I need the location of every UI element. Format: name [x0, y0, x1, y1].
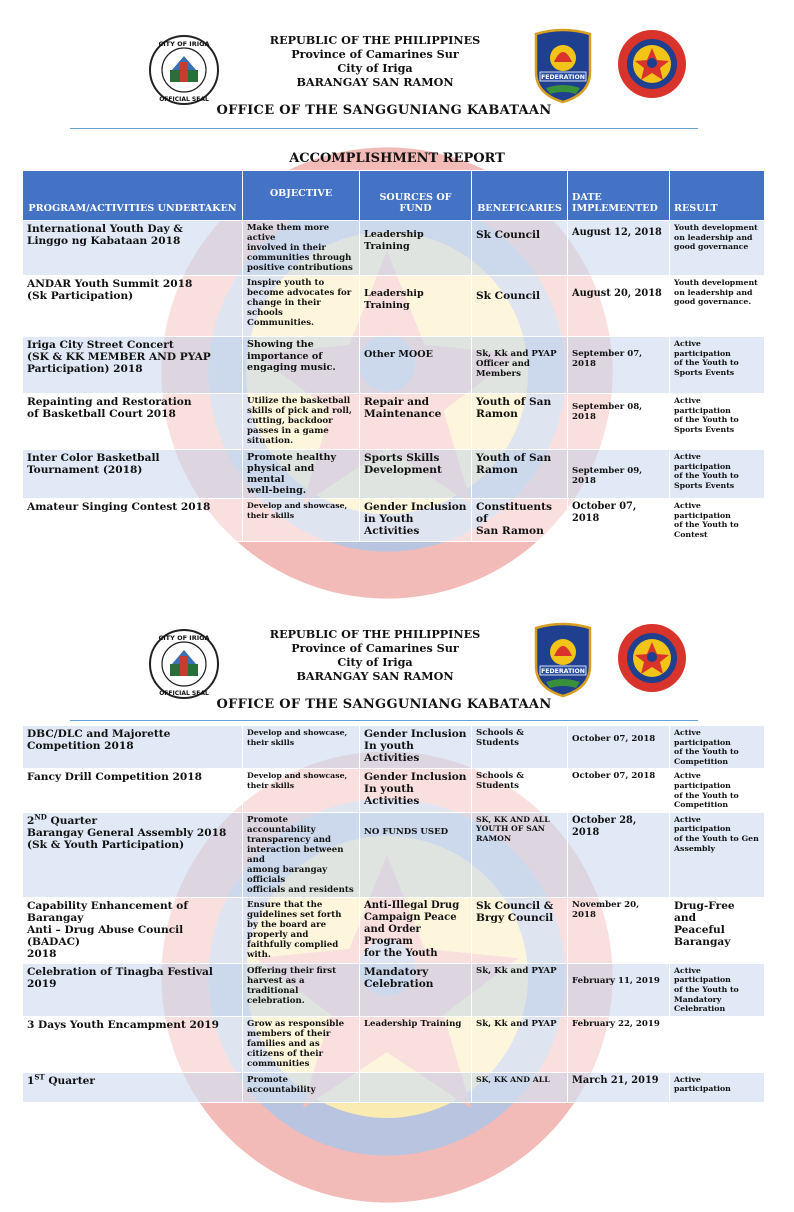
- accomplishment-table-2: [22, 725, 765, 1103]
- result-cell: Youth development on leadership and good governance.: [670, 276, 765, 337]
- objective-cell: Promote accountability: [243, 1072, 360, 1102]
- city-of-iriga-seal-icon: [148, 628, 220, 700]
- fund-cell: Leadership Training: [360, 221, 472, 276]
- objective-cell: Inspire youth to become advocates for change in their schools Communities.: [243, 276, 360, 337]
- seal-text-top: CITY OF IRIGA: [158, 634, 210, 642]
- program-cell: Iriga City Street Concert (SK & KK MEMBER AND PYAP Participation) 2018: [23, 337, 243, 394]
- quarter-superscript: ND: [34, 812, 47, 822]
- header-divider: [70, 128, 698, 129]
- result-cell: Active participation of the Youth to Sports Events: [670, 450, 765, 499]
- sk-federation-logo-icon: [616, 622, 688, 694]
- date-cell: October 28, 2018: [568, 812, 670, 897]
- program-cell: Fancy Drill Competition 2018: [23, 769, 243, 812]
- table-row: [23, 812, 765, 897]
- objective-cell: Develop and showcase, their skills: [243, 499, 360, 542]
- fund-cell: Mandatory Celebration: [360, 963, 472, 1016]
- program-cell: Repainting and Restoration of Basketball Court 2018: [23, 394, 243, 450]
- date-cell: August 20, 2018: [568, 276, 670, 337]
- office-title: OFFICE OF THE SANGGUNIANG KABATAAN: [216, 103, 552, 118]
- program-cell: 2ND Quarter Barangay General Assembly 2018 (Sk & Youth Participation): [23, 812, 243, 897]
- republic-line: REPUBLIC OF THE PHILIPPINES: [269, 627, 481, 641]
- beneficiary-cell: SK, KK AND ALL: [472, 1072, 568, 1102]
- result-cell: Drug-Free and Peaceful Barangay: [670, 897, 765, 963]
- fund-cell: [360, 1072, 472, 1102]
- accomplishment-table-1: [22, 170, 765, 542]
- result-cell: Active participation of the Youth to Sports Events: [670, 394, 765, 450]
- program-cell: Capability Enhancement of Barangay Anti – Drug Abuse Council (BADAC) 2018: [23, 897, 243, 963]
- date-cell: September 08, 2018: [568, 394, 670, 450]
- date-cell: August 12, 2018: [568, 221, 670, 276]
- objective-cell: Offering their first harvest as a traditional celebration.: [243, 963, 360, 1016]
- result-cell: [670, 1016, 765, 1072]
- fund-cell: Anti-Illegal Drug Campaign Peace and Order Program for the Youth: [360, 897, 472, 963]
- result-cell: Active participation of the Youth to Competition: [670, 726, 765, 769]
- city-of-iriga-seal-icon: [148, 34, 220, 106]
- fund-cell: Leadership Training: [360, 276, 472, 337]
- letterhead-text: [230, 627, 520, 683]
- beneficiary-cell: Sk Council: [472, 276, 568, 337]
- result-cell: Active participation of the Youth to Mandatory Celebration: [670, 963, 765, 1016]
- province-line: Province of Camarines Sur: [291, 47, 459, 61]
- seal-text-bottom: OFFICIAL SEAL: [159, 96, 209, 103]
- col-header-objective: OBJECTIVE: [243, 171, 360, 221]
- table-row: [23, 769, 765, 812]
- republic-line: REPUBLIC OF THE PHILIPPINES: [269, 33, 481, 47]
- objective-cell: Develop and showcase, their skills: [243, 726, 360, 769]
- col-header-program: PROGRAM/ACTIVITIES UNDERTAKEN: [23, 171, 243, 221]
- table-row: [23, 450, 765, 499]
- program-cell: Celebration of Tinagba Festival 2019: [23, 963, 243, 1016]
- table-row: [23, 499, 765, 542]
- fund-cell: Sports Skills Development: [360, 450, 472, 499]
- report-title: ACCOMPLISHMENT REPORT: [289, 151, 505, 166]
- result-cell: Active participation: [670, 1072, 765, 1102]
- program-cell: International Youth Day & Linggo ng Kabataan 2018: [23, 221, 243, 276]
- date-cell: February 11, 2019: [568, 963, 670, 1016]
- date-cell: October 07, 2018: [568, 726, 670, 769]
- beneficiary-cell: Schools & Students: [472, 769, 568, 812]
- col-header-sources: SOURCES OF FUND: [360, 171, 472, 221]
- beneficiary-cell: Schools & Students: [472, 726, 568, 769]
- table-row: [23, 1072, 765, 1102]
- table-header-row: [23, 171, 765, 221]
- program-cell: Inter Color Basketball Tournament (2018): [23, 450, 243, 499]
- result-cell: Active participation of the Youth to Gen Assembly: [670, 812, 765, 897]
- fund-cell: Repair and Maintenance: [360, 394, 472, 450]
- office-title: OFFICE OF THE SANGGUNIANG KABATAAN: [216, 697, 552, 712]
- beneficiary-cell: Sk Council: [472, 221, 568, 276]
- result-cell: Youth development on leadership and good governance: [670, 221, 765, 276]
- city-line: City of Iriga: [337, 61, 413, 75]
- table-row: [23, 394, 765, 450]
- date-cell: October 07, 2018: [568, 499, 670, 542]
- date-cell: February 22, 2019: [568, 1016, 670, 1072]
- header-divider: [70, 720, 698, 721]
- beneficiary-cell: Constituents of San Ramon: [472, 499, 568, 542]
- date-cell: March 21, 2019: [568, 1072, 670, 1102]
- province-line: Province of Camarines Sur: [291, 641, 459, 655]
- letterhead: [0, 594, 768, 724]
- objective-cell: Promote healthy physical and mental well-being.: [243, 450, 360, 499]
- date-cell: September 07, 2018: [568, 337, 670, 394]
- table-row: [23, 726, 765, 769]
- table-row: [23, 221, 765, 276]
- federation-label: FEDERATION: [541, 668, 585, 675]
- fund-cell: Gender Inclusion in Youth Activities: [360, 499, 472, 542]
- seal-text-bottom: OFFICIAL SEAL: [159, 690, 209, 697]
- table-row: [23, 897, 765, 963]
- date-cell: October 07, 2018: [568, 769, 670, 812]
- table-row: [23, 276, 765, 337]
- program-cell: 3 Days Youth Encampment 2019: [23, 1016, 243, 1072]
- table-row: [23, 337, 765, 394]
- program-cell: 1ST Quarter: [23, 1072, 243, 1102]
- table-row: [23, 1016, 765, 1072]
- result-cell: Active participation of the Youth to Contest: [670, 499, 765, 542]
- program-cell: ANDAR Youth Summit 2018 (Sk Participation): [23, 276, 243, 337]
- program-cell: DBC/DLC and Majorette Competition 2018: [23, 726, 243, 769]
- quarter-superscript: ST: [34, 1072, 45, 1082]
- objective-cell: Develop and showcase, their skills: [243, 769, 360, 812]
- barangay-line: BARANGAY SAN RAMON: [296, 669, 454, 683]
- fund-cell: Other MOOE: [360, 337, 472, 394]
- beneficiary-cell: SK, KK AND ALL YOUTH OF SAN RAMON: [472, 812, 568, 897]
- result-cell: Active participation of the Youth to Sports Events: [670, 337, 765, 394]
- beneficiary-cell: Sk, Kk and PYAP: [472, 963, 568, 1016]
- report-page-1: [0, 0, 768, 560]
- objective-cell: Make them more active involved in their communities through positive contributions: [243, 221, 360, 276]
- letterhead: [0, 0, 768, 130]
- beneficiary-cell: Sk, Kk and PYAP: [472, 1016, 568, 1072]
- date-cell: November 20, 2018: [568, 897, 670, 963]
- fund-cell: Leadership Training: [360, 1016, 472, 1072]
- federation-label: FEDERATION: [541, 74, 585, 81]
- beneficiary-cell: Youth of San Ramon: [472, 394, 568, 450]
- table-row: [23, 963, 765, 1016]
- federation-logo-icon: [532, 622, 594, 698]
- seal-text-top: CITY OF IRIGA: [158, 40, 210, 48]
- objective-cell: Grow as responsible members of their families and as citizens of their communities: [243, 1016, 360, 1072]
- barangay-line: BARANGAY SAN RAMON: [296, 75, 454, 89]
- col-header-date: DATE IMPLEMENTED: [568, 171, 670, 221]
- objective-cell: Promote accountability transparency and interaction between and among barangay officials officials and residents: [243, 812, 360, 897]
- beneficiary-cell: Sk, Kk and PYAP Officer and Members: [472, 337, 568, 394]
- letterhead-text: [230, 33, 520, 89]
- objective-cell: Ensure that the guidelines set forth by the board are properly and faithfully complied with.: [243, 897, 360, 963]
- beneficiary-cell: Youth of San Ramon: [472, 450, 568, 499]
- date-cell: September 09, 2018: [568, 450, 670, 499]
- fund-cell: NO FUNDS USED: [360, 812, 472, 897]
- report-page-2: [0, 594, 768, 1095]
- city-line: City of Iriga: [337, 655, 413, 669]
- fund-cell: Gender Inclusion In youth Activities: [360, 769, 472, 812]
- beneficiary-cell: Sk Council & Brgy Council: [472, 897, 568, 963]
- col-header-beneficaries: BENEFICARIES: [472, 171, 568, 221]
- objective-cell: Utilize the basketball skills of pick and roll, cutting, backdoor passes in a game situation.: [243, 394, 360, 450]
- federation-logo-icon: [532, 28, 594, 104]
- result-cell: Active participation of the Youth to Competition: [670, 769, 765, 812]
- fund-cell: Gender Inclusion In youth Activities: [360, 726, 472, 769]
- col-header-result: RESULT: [670, 171, 765, 221]
- sk-federation-logo-icon: [616, 28, 688, 100]
- program-cell: Amateur Singing Contest 2018: [23, 499, 243, 542]
- objective-cell: Showing the importance of engaging music.: [243, 337, 360, 394]
